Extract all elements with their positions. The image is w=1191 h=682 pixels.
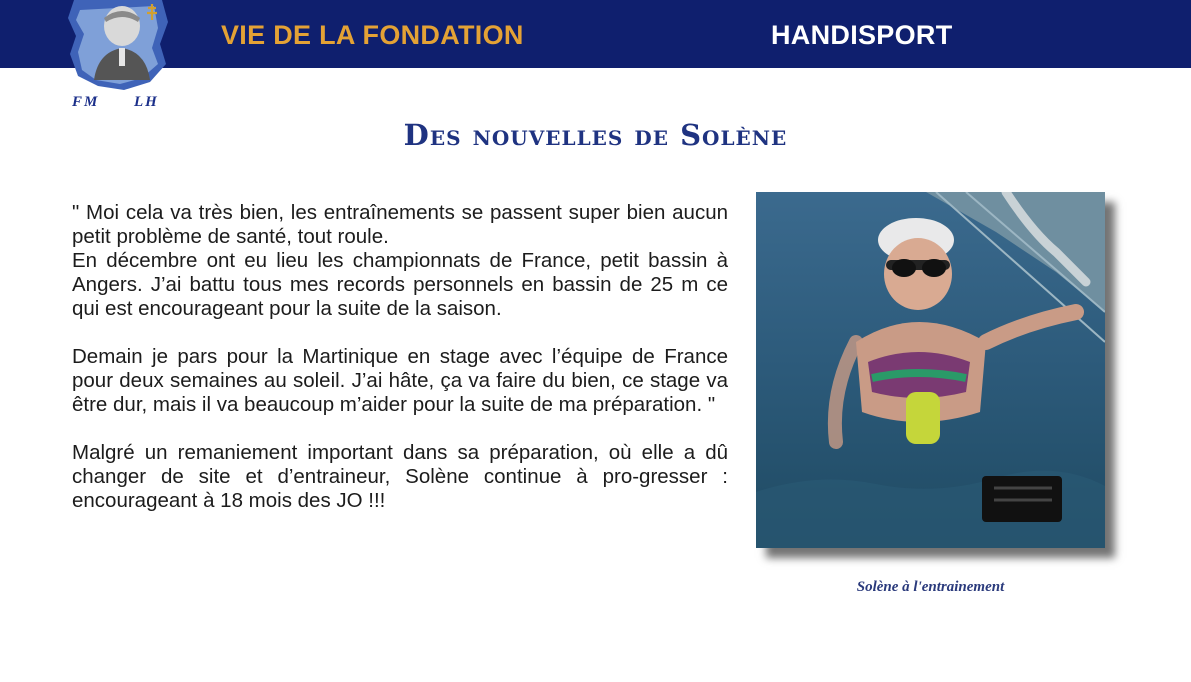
article-body bbox=[72, 201, 728, 513]
paragraph: En décembre ont eu lieu les championnats de France, petit bassin à Angers. J’ai battu tous mes records personnels en bassin de 25 m ce qui est encourageant pour la suite de la saison. bbox=[72, 249, 728, 320]
category-label: HANDISPORT bbox=[771, 20, 953, 50]
paragraph: " Moi cela va très bien, les entraînements se passent super bien aucun petit problème de santé, tout roule. bbox=[72, 201, 728, 248]
logo-initials-right: LH bbox=[134, 94, 159, 110]
foundation-logo bbox=[64, 0, 176, 116]
paragraph: Demain je pars pour la Martinique en stage avec l’équipe de France pour deux semaines au soleil. J’ai hâte, ça va faire du bien, ce stage va être dur, mais il va beaucoup m’aider pour la suite de ma préparation. " bbox=[72, 345, 728, 416]
header-banner bbox=[0, 0, 1191, 68]
section-label: VIE DE LA FONDATION bbox=[221, 20, 524, 50]
swimmer-photo bbox=[756, 192, 1105, 548]
photo-caption: Solène à l'entrainement bbox=[856, 579, 1005, 595]
logo-initials-left: FM bbox=[72, 94, 100, 110]
article-title: Des nouvelles de Solène bbox=[403, 118, 788, 152]
paragraph: Malgré un remaniement important dans sa préparation, où elle a dû changer de site et d’entraineur, Solène continue à pro-gresser : encourageant à 18 mois des JO !!! bbox=[72, 441, 728, 512]
